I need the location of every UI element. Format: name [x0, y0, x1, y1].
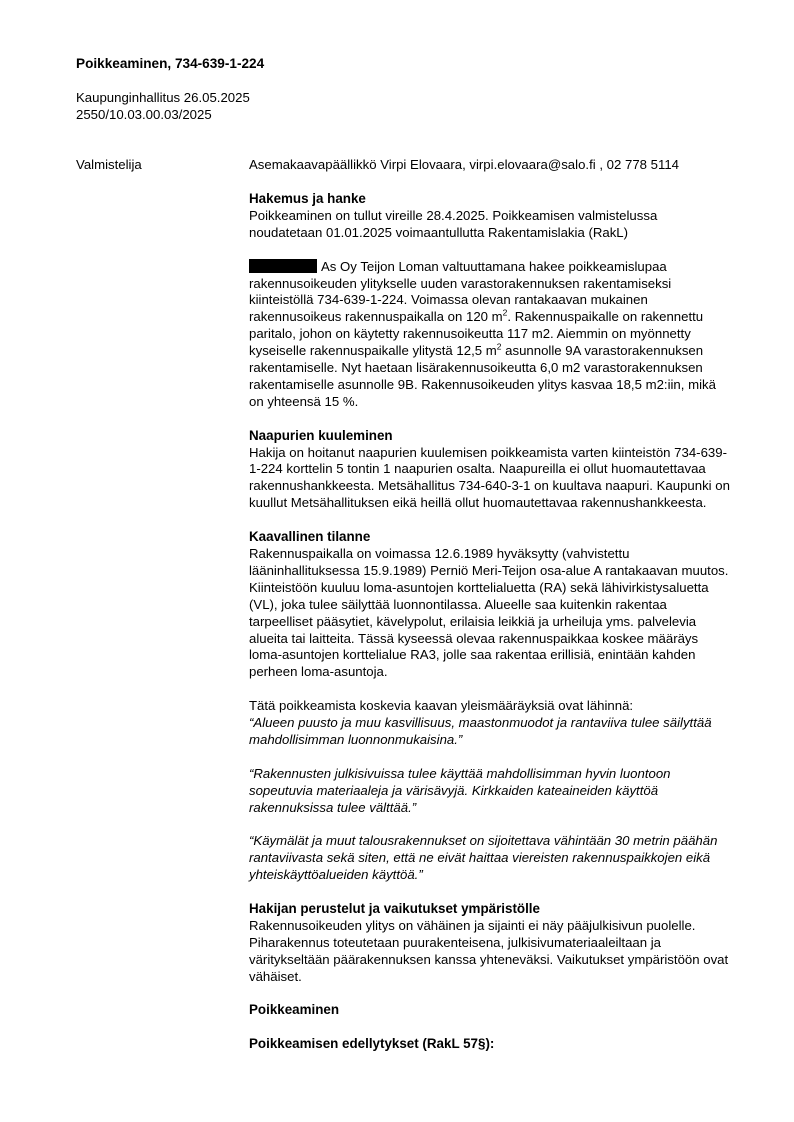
section-heading: Kaavallinen tilanne: [249, 529, 371, 545]
section-conditions: [249, 1036, 733, 1053]
preparer-value: Asemakaavapäällikkö Virpi Elovaara, virpi.elovaara@salo.fi , 02 778 5114: [249, 157, 680, 172]
section-deviation: [249, 1002, 733, 1019]
section-application: [249, 191, 733, 411]
paragraph: Poikkeaminen on tullut vireille 28.4.2025. Poikkeamisen valmistelussa noudatetaan 01.01.2025 voimaantullutta Rakentamislakia (RakL): [249, 207, 658, 240]
section-heading: Hakemus ja hanke: [249, 191, 366, 206]
preparer-label: Valmistelija: [76, 157, 142, 172]
paragraph: Rakennuspaikalla on voimassa 12.6.1989 hyväksytty (vahvistettu lääninhallituksessa 15.9.1989) Perniö Meri-Teijon osa-alue A rantakaavan muutos. Kiinteistöön kuuluu loma-asuntojen korttelialuetta (RA) sekä lähivirkistysaluetta (VL), joka tulee säilyttää luonnontilassa. Alueelle saa kuitenkin rakentaa tarpeelliset pääsytiet, kävelypolut, erilaisia leikkiä ja urheiluja yms. palvelevia alueita tai laitteita. Tässä kyseessä olevaa rakennuspaikkaa koskee määräys loma-asuntojen korttelialue RA3, jolle saa rakentaa erillisiä, enintään kahden perheen loma-asuntoja.: [249, 545, 729, 680]
reference-number: 2550/10.03.00.03/2025: [76, 107, 212, 122]
paragraph: As Oy Teijon Loman valtuuttamana hakee poikkeamislupaa rakennusoikeuden ylitykselle uuden varastorakennuksen rakentamiseksi kiinteistöllä 734-639-1-224. Voimassa olevan rantakaavan mukainen rakennusoikeus rakennuspaikalla on 120 $m^2$. Rakennuspaikalle on rakennettu paritalo, johon on käytetty rakennusoikeutta 117 m2. Aiemmin on myönnetty kyseiselle rakennuspaikalle ylitystä 12,5 $m^2$ asunnolle 9A varastorakennuksen rakentamiselle. Nyt haetaan lisärakennusoikeutta 6,0 m2 varastorakennuksen rakentamiselle asunnolle 9B. Rakennusoikeuden ylitys kasvaa 18,5 m2:iin, mikä on yhteensä 15 %.: [249, 258, 716, 409]
section-heading: Hakijan perustelut ja vaikutukset ympäristölle: [249, 900, 540, 916]
paragraph: Tätä poikkeamista koskevia kaavan yleismääräyksiä ovat lähinnä:: [249, 698, 634, 714]
board-date: Kaupunginhallitus 26.05.2025: [76, 90, 250, 105]
section-neighbours: [249, 428, 733, 513]
section-heading: Naapurien kuuleminen: [249, 427, 393, 443]
quote: “Käymälät ja muut talousrakennukset on sijoitettava vähintään 30 metrin päähän rantaviivasta sekä siten, että ne eivät haittaa viereisten rakennuspaikkojen eikä yhteiskäyttöalueiden käyttöä.”: [249, 833, 718, 883]
section-heading: Poikkeamisen edellytykset (RakL 57§):: [249, 1036, 495, 1052]
document-title: Poikkeaminen, 734-639-1-224: [76, 56, 265, 71]
quote: “Alueen puusto ja muu kasvillisuus, maastonmuodot ja rantaviiva tulee säilyttää mahdollisimman luonnonmukaisina.”: [249, 715, 712, 747]
quote: “Rakennusten julkisivuissa tulee käyttää mahdollisimman hyvin luontoon sopeutuvia materiaaleja ja värisävyjä. Kirkkaiden kateaineiden käyttöä rakennuksissa tulee välttää.”: [249, 765, 671, 815]
section-justification: [249, 901, 733, 986]
redaction-bar: [249, 259, 317, 273]
paragraph: Rakennusoikeuden ylitys on vähäinen ja sijainti ei näy pääjulkisivun puolelle. Piharakennus toteutetaan puurakenteisena, julkisivumateriaaleiltaan ja väritykseltään päärakennuksen kanssa yhteneväksi. Vaikutukset ympäristöön ovat vähäiset.: [249, 917, 729, 984]
section-heading: Poikkeaminen: [249, 1002, 340, 1018]
paragraph: Hakija on hoitanut naapurien kuulemisen poikkeamista varten kiinteistön 734-639-1-224 korttelin 5 tontin 1 naapurien osalta. Naapureilla ei ollut huomautettavaa rakennushankkeesta. Metsähallitus 734-640-3-1 on kuultava naapuri. Kaupunki on kuullut Metsähallituksen eikä heillä ollut huomautettavaa rakennushankkeesta.: [249, 444, 730, 511]
section-zoning: [249, 529, 733, 884]
document-body: [249, 191, 733, 1053]
